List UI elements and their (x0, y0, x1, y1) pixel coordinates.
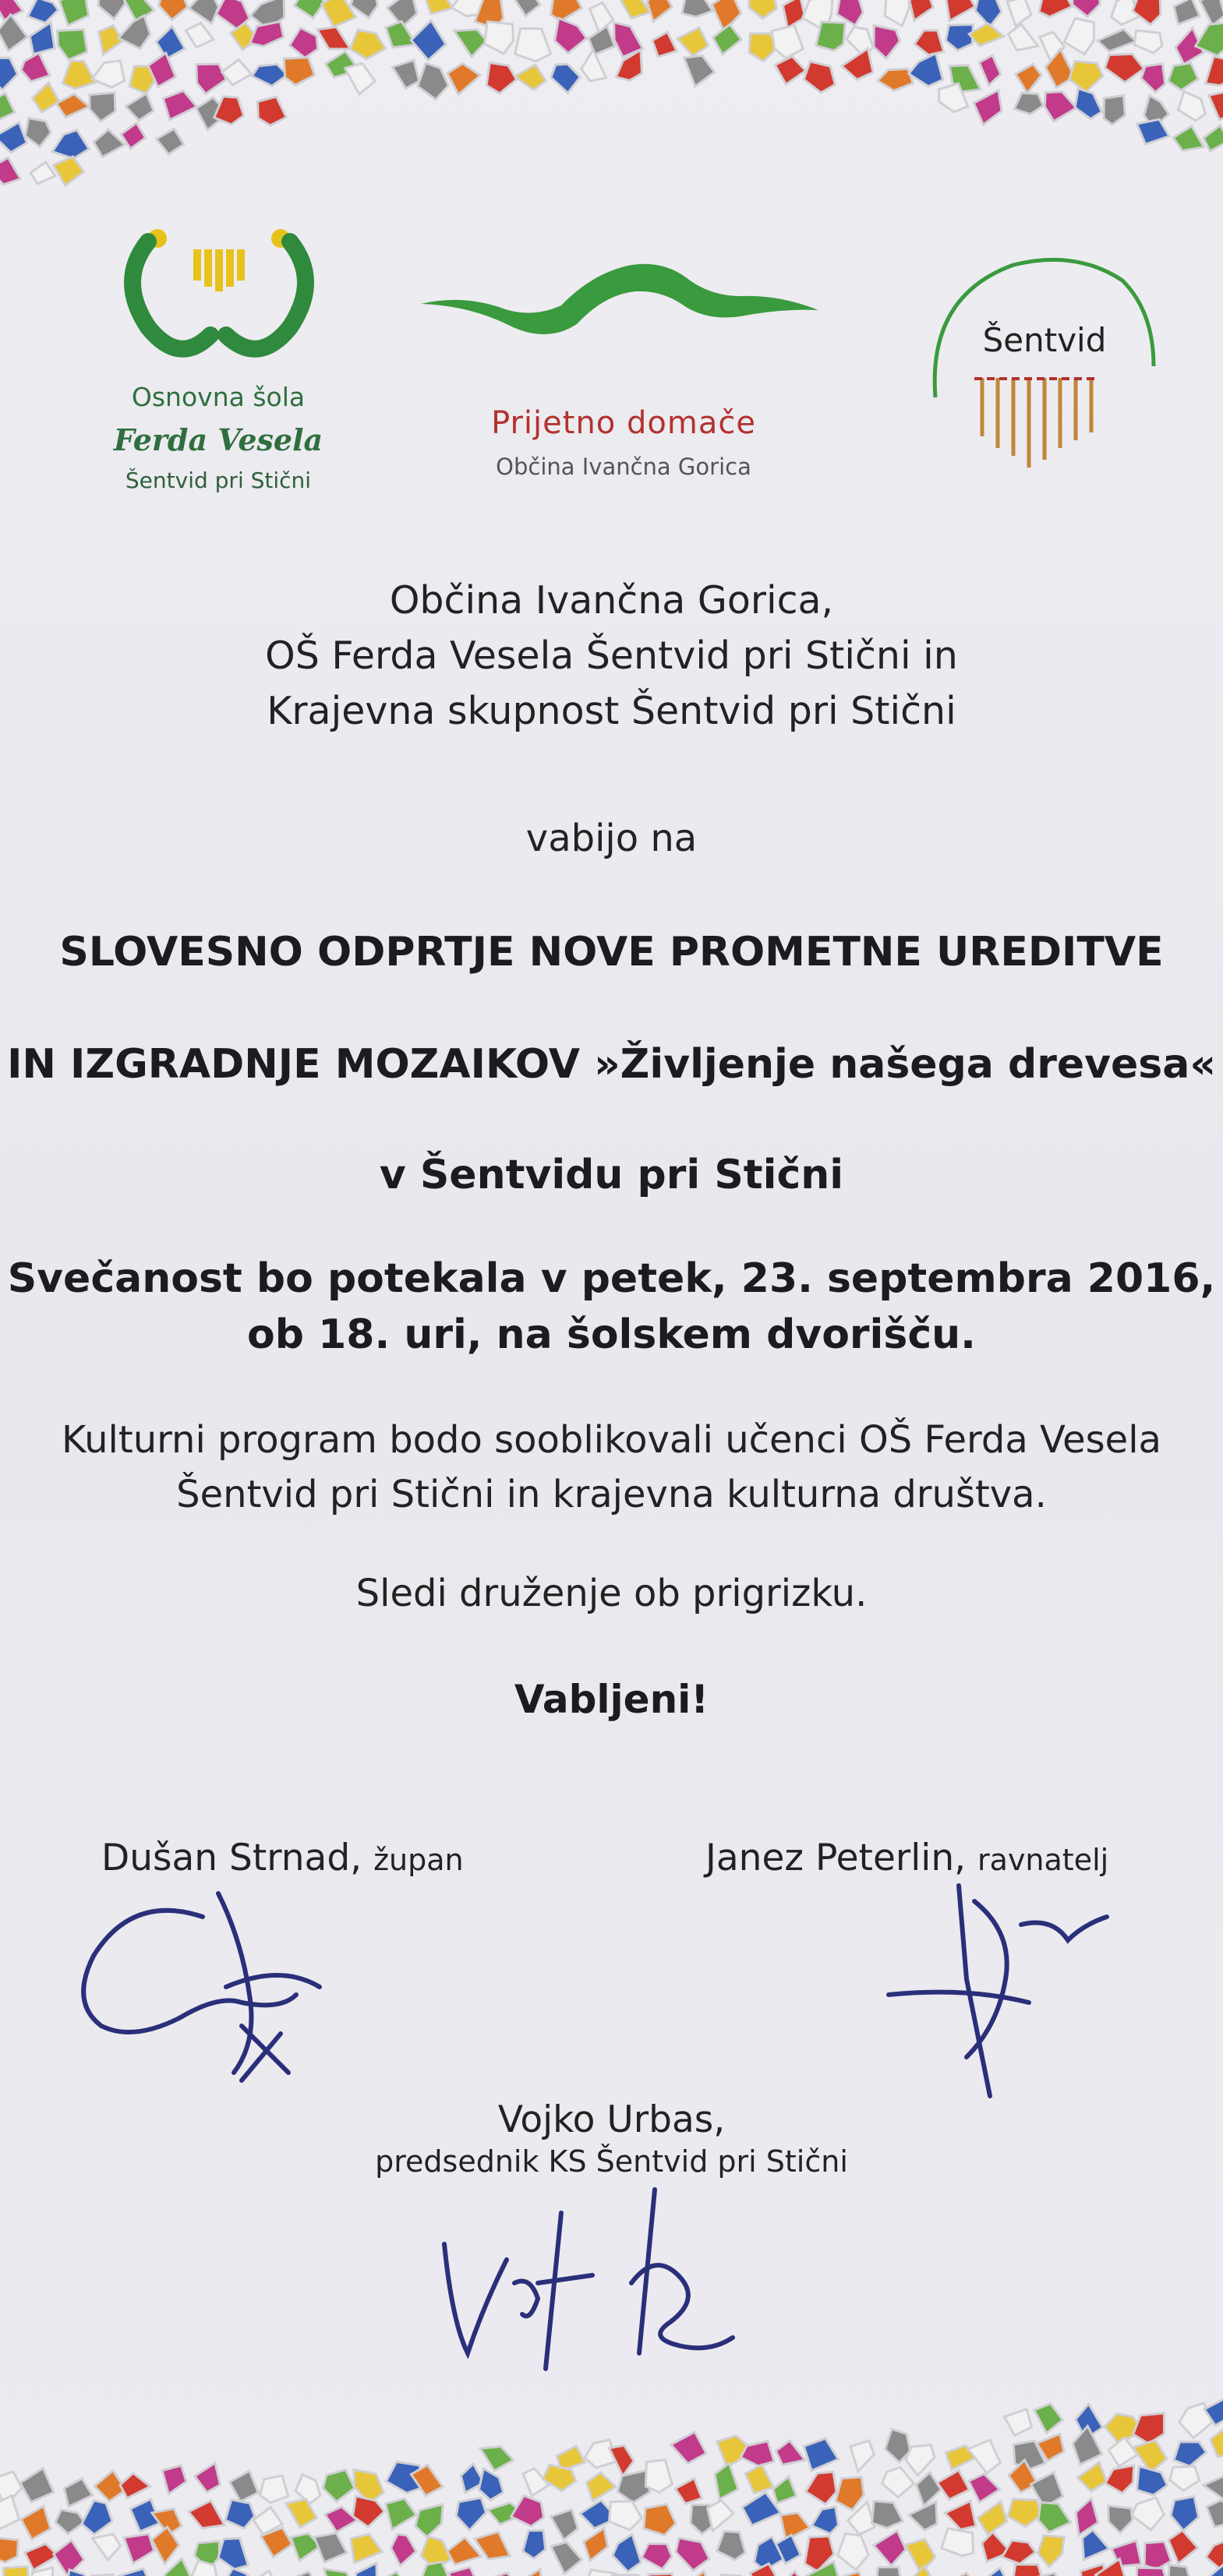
sentvid-emblem-icon (920, 234, 1169, 499)
mosaic-tile (28, 0, 58, 23)
mosaic-tile (850, 2440, 874, 2472)
mosaic-tile (551, 2510, 578, 2540)
mosaic-tile (82, 2500, 112, 2535)
mosaic-tile (555, 18, 587, 53)
welcome-text: Vabljeni! (514, 1677, 709, 1722)
mosaic-tile (480, 2447, 514, 2471)
signatory-name: Janez Peterlin, (705, 1837, 967, 1879)
mosaic-tile (806, 2472, 837, 2504)
mosaic-tile (124, 2534, 154, 2564)
mosaic-tile (910, 2566, 937, 2576)
mosaic-tile (783, 0, 804, 28)
mosaic-tile (30, 162, 55, 184)
mosaic-tile (717, 2532, 746, 2560)
mosaic-tile (1108, 2506, 1133, 2533)
mosaic-tile (152, 2527, 179, 2564)
mosaic-tile (1044, 92, 1076, 122)
mosaic-tile (974, 90, 1002, 125)
organizer-line: Krajevna skupnost Šentvid pri Stični (267, 689, 956, 733)
mosaic-tile (676, 2538, 709, 2571)
mosaic-tile (551, 64, 580, 93)
mosaic-tile (284, 58, 315, 85)
mosaic-tile (1204, 2472, 1223, 2499)
municipality-slogan: Prijetno domače (491, 405, 756, 441)
mosaic-tile (479, 2468, 503, 2500)
signature-peterlin (873, 1870, 1122, 2119)
mosaic-tile (1013, 2564, 1044, 2576)
mosaic-tile (1207, 2500, 1223, 2527)
mosaic-tile (98, 0, 125, 19)
mosaic-tile (511, 2496, 544, 2526)
mosaic-tile (909, 54, 943, 86)
mosaic-tile (485, 22, 514, 54)
mosaic-tile (1132, 2497, 1164, 2530)
mosaic-tile (1073, 0, 1101, 16)
mosaic-tile (811, 2507, 838, 2534)
sentvid-name: Šentvid (982, 321, 1107, 359)
mosaic-tile (52, 130, 89, 159)
mosaic-tile (874, 26, 900, 59)
mosaic-tile (1076, 2498, 1098, 2535)
mosaic-tile (454, 30, 487, 57)
mosaic-tile (250, 22, 284, 47)
mosaic-bottom-border (0, 2345, 1223, 2576)
mosaic-tile (816, 22, 845, 51)
mosaic-tile (977, 2501, 1007, 2535)
mosaic-tile (515, 65, 546, 90)
mosaic-tile (1083, 2530, 1109, 2560)
mosaic-tile (218, 2539, 248, 2570)
mosaic-tile (514, 2569, 543, 2576)
mosaic-tile (979, 55, 1001, 85)
hills-icon (413, 249, 834, 358)
municipality-name: Občina Ivančna Gorica (496, 453, 751, 480)
mosaic-tile (1007, 0, 1031, 26)
mosaic-tile (260, 2475, 288, 2503)
mosaic-tile (543, 2465, 576, 2491)
mosaic-tile (1133, 2413, 1165, 2444)
mosaic-tile (1009, 24, 1038, 51)
mosaic-tile (773, 2477, 797, 2504)
mosaic-tile (324, 2569, 353, 2576)
signatory-role: župan (373, 1843, 464, 1877)
mosaic-tile (486, 2573, 517, 2576)
mosaic-tile (258, 97, 287, 125)
mosaic-tile (353, 2496, 385, 2527)
school-name-line1: Osnovna šola (131, 382, 306, 412)
mosaic-tile (417, 2562, 452, 2576)
mosaic-tile (0, 157, 20, 185)
signatory-name: Vojko Urbas, (497, 2098, 726, 2141)
mosaic-tile (32, 83, 59, 112)
mosaic-tile (515, 29, 551, 62)
mosaic-tile (424, 0, 453, 14)
event-place: v Šentvidu pri Stični (379, 1152, 844, 1198)
event-time (0, 1251, 1223, 1363)
mosaic-tile (1173, 126, 1204, 151)
mosaic-tile (189, 2500, 224, 2528)
mosaic-tile (386, 21, 416, 48)
mosaic-tile (652, 32, 677, 57)
mosaic-tile (551, 0, 582, 21)
mosaic-tile (1211, 2427, 1223, 2457)
mosaic-tile (581, 50, 606, 81)
mosaic-tile (642, 2544, 672, 2570)
mosaic-tile (0, 122, 27, 153)
mosaic-tile (586, 2472, 615, 2500)
mosaic-tile (708, 2500, 733, 2531)
mosaic-tile (1105, 54, 1144, 82)
mosaic-tile (1039, 0, 1073, 17)
mosaic-tile (905, 2539, 935, 2574)
mosaic-tile (64, 2479, 92, 2507)
signature-strnad (62, 1870, 327, 2104)
mosaic-tile (156, 26, 185, 59)
mosaic-tile (62, 61, 96, 89)
school-logo (101, 218, 335, 514)
mosaic-tile (456, 2498, 486, 2531)
mosaic-tile (195, 2463, 221, 2493)
mosaic-tile (647, 0, 672, 22)
mosaic-tile (252, 64, 287, 86)
mosaic-tile (162, 2465, 186, 2494)
organizer-line: Občina Ivančna Gorica, (389, 578, 834, 623)
program-line: Kulturni program bodo sooblikovali učenci OŠ Ferda Vesela (62, 1418, 1161, 1462)
mosaic-tile (584, 2528, 608, 2560)
mosaic-tile (1098, 30, 1136, 51)
mosaic-tile (58, 30, 87, 60)
mosaic-tile (682, 0, 713, 17)
mosaic-tile (914, 30, 943, 55)
mosaic-tile (1137, 2466, 1168, 2495)
mosaic-tile (1064, 19, 1094, 55)
mosaic-tile (917, 2472, 942, 2506)
mosaic-tile (644, 2504, 676, 2535)
mosaic-tile (583, 2570, 616, 2576)
mosaic-tile (447, 63, 480, 94)
mosaic-tile (1008, 2499, 1041, 2527)
mosaic-tile (776, 2440, 805, 2465)
mosaic-tile (345, 63, 376, 94)
mosaic-tile (295, 2475, 320, 2504)
sentvid-logo (920, 234, 1169, 499)
mosaic-tile (159, 0, 188, 19)
mosaic-tile (99, 26, 123, 55)
mosaic-tile (872, 2501, 903, 2528)
mosaic-tile (221, 2568, 260, 2576)
mosaic-tile (289, 28, 317, 58)
mosaic-tile (1168, 2565, 1191, 2576)
organizers (0, 573, 1223, 739)
mosaic-tile (1002, 2540, 1036, 2564)
mosaic-tile (386, 2499, 416, 2530)
signatory-ks-role: predsednik KS Šentvid pri Stični (375, 2144, 848, 2179)
mosaic-tile (1069, 62, 1103, 93)
mosaic-tile (118, 16, 150, 49)
mosaic-tile (836, 2477, 864, 2511)
mosaic-tile (448, 2567, 476, 2576)
mosaic-tile (53, 157, 83, 185)
mosaic-tile (1204, 125, 1223, 151)
mosaic-tile (968, 2440, 1001, 2473)
mosaic-tile (21, 53, 50, 82)
school-emblem-icon (101, 218, 335, 374)
mosaic-tile (772, 26, 803, 58)
mosaic-tile (323, 2470, 355, 2502)
mosaic-tile (230, 2471, 259, 2501)
mosaic-tile (1004, 2409, 1031, 2436)
mosaic-tile (120, 2473, 150, 2498)
organizer-line: OŠ Ferda Vesela Šentvid pri Stični in (265, 633, 958, 678)
mosaic-tile (610, 2501, 642, 2530)
mosaic-tile (1108, 2437, 1137, 2466)
mosaic-tile (946, 2573, 980, 2576)
mosaic-tile (1016, 64, 1041, 93)
mosaic-tile (874, 2531, 906, 2566)
mosaic-tile (804, 2439, 838, 2471)
mosaic-tile (685, 2571, 712, 2576)
mosaic-tile (287, 2571, 322, 2576)
mosaic-top-tiles (0, 0, 1223, 185)
mosaic-tile (877, 2567, 901, 2576)
mosaic-tile (523, 2531, 546, 2559)
mosaic-tile (842, 48, 873, 79)
mosaic-tile (0, 58, 18, 90)
mosaic-tile (119, 2568, 151, 2576)
invite-text: vabijo na (525, 817, 698, 860)
mosaic-tile (65, 2570, 91, 2576)
mosaic-tile (1038, 2535, 1065, 2567)
mosaic-tile (882, 2467, 914, 2497)
mosaic-tile (749, 0, 777, 19)
mosaic-tile (1141, 64, 1165, 93)
mosaic-tile (225, 2500, 255, 2528)
mosaic-tile (1077, 2462, 1107, 2491)
mosaic-tile (0, 2538, 18, 2562)
mosaic-tile (222, 60, 252, 85)
mosaic-tile (981, 2568, 1009, 2576)
mosaic-tile (946, 25, 973, 51)
mosaic-tile (677, 27, 709, 56)
mosaic-tile (125, 94, 154, 121)
mosaic-tile (350, 30, 385, 59)
event-time-line: ob 18. uri, na šolskem dvorišču. (247, 1311, 976, 1358)
mosaic-tile (671, 2432, 706, 2464)
mosaic-tile (906, 2445, 935, 2475)
program-text (0, 1413, 1223, 1522)
mosaic-tile (157, 129, 184, 154)
mosaic-tile (684, 55, 715, 86)
mosaic-tile (25, 2544, 58, 2571)
mosaic-tile (969, 2474, 1000, 2503)
mosaic-tile (1171, 2497, 1199, 2531)
mosaic-tile (1134, 30, 1162, 53)
mosaic-tile (1200, 0, 1223, 26)
mosaic-tile (878, 69, 913, 90)
mosaic-tile (512, 0, 540, 16)
mosaic-tile (351, 2534, 382, 2563)
mosaic-tile (0, 94, 15, 122)
mosaic-tile (26, 118, 51, 147)
mosaic-tile (380, 2571, 409, 2576)
mosaic-tile (186, 23, 213, 48)
mosaic-tile (838, 2534, 869, 2571)
mosaic-tile (1178, 91, 1205, 121)
municipality-logo (413, 249, 834, 499)
mosaic-tile (0, 2496, 19, 2528)
mosaic-tile (391, 2534, 416, 2566)
mosaic-tile (1209, 90, 1223, 120)
mosaic-tile (613, 2535, 642, 2572)
mosaic-tile (1170, 2466, 1200, 2490)
mosaic-tile (325, 2507, 357, 2532)
program-line: Šentvid pri Stični in krajevna kulturna društva. (176, 1473, 1047, 1516)
mosaic-tile (1136, 2567, 1168, 2576)
mosaic-tile (486, 63, 516, 94)
mosaic-tile (93, 2534, 121, 2560)
school-name-line3: Šentvid pri Stični (125, 468, 312, 493)
mosaic-tile (589, 3, 613, 33)
mosaic-tile (55, 2510, 85, 2534)
mosaic-tile (713, 24, 742, 55)
mosaic-tile (249, 2571, 279, 2576)
mosaic-tile (910, 0, 934, 20)
mosaic-tile (1205, 56, 1223, 85)
mosaic-tile (1133, 0, 1161, 25)
mosaic-tile (355, 2564, 377, 2576)
mosaic-bottom-tiles (0, 2397, 1223, 2576)
mosaic-tile (804, 62, 835, 93)
mosaic-tile (3, 2567, 28, 2576)
mosaic-tile (1168, 63, 1199, 90)
mosaic-tile (1168, 2530, 1198, 2564)
event-title-line2: IN IZGRADNJE MOZAIKOV »Življenje našega drevesa« (7, 1041, 1216, 1088)
mosaic-tile (946, 0, 974, 21)
school-name-line2: Ferda Vesela (113, 422, 323, 457)
mosaic-tile (314, 2533, 347, 2563)
mosaic-tile (1104, 96, 1125, 125)
mosaic-tile (645, 2460, 672, 2493)
mosaic-tile (1038, 2503, 1071, 2533)
mosaic-tile (715, 2463, 738, 2499)
mosaic-tile (945, 2501, 976, 2530)
mosaic-tile (30, 23, 55, 55)
mosaic-tile (745, 2465, 773, 2493)
mosaic-tile (780, 2513, 810, 2540)
mosaic-tile (1014, 93, 1043, 114)
snack-text: Sledi druženje ob prigrizku. (355, 1572, 868, 1615)
mosaic-tile (1105, 2465, 1134, 2493)
mosaic-tile (214, 97, 244, 125)
mosaic-tile (1075, 89, 1101, 119)
mosaic-tile (621, 0, 651, 19)
mosaic-tile (1144, 2542, 1171, 2570)
mosaic-tile (969, 23, 1004, 46)
signatory-role: ravnatelj (977, 1843, 1109, 1877)
mosaic-tile (21, 2506, 51, 2539)
mosaic-tile (415, 2504, 443, 2537)
mosaic-tile (937, 2470, 969, 2500)
mosaic-tile (942, 2528, 974, 2556)
mosaic-tile (675, 2479, 702, 2504)
mosaic-tile (56, 94, 89, 118)
mosaic-tile (411, 20, 446, 60)
mosaic-tile (196, 64, 226, 94)
mosaic-tile (295, 0, 324, 18)
event-time-line: Svečanost bo potekala v petek, 23. septembra 2016, (7, 1255, 1216, 1302)
mosaic-tile (1174, 0, 1200, 24)
mosaic-tile (392, 60, 419, 88)
mosaic-tile (163, 91, 196, 120)
mosaic-tile (189, 0, 218, 23)
event-title-line1: SLOVESNO ODPRTJE NOVE PROMETNE UREDITVE (59, 929, 1164, 976)
mosaic-tile (92, 61, 125, 87)
mosaic-tile (1034, 2404, 1062, 2433)
mosaic-tile (418, 63, 448, 100)
mosaic-tile (775, 56, 805, 84)
mosaic-tile (59, 0, 89, 26)
signatory-name: Dušan Strnad, (101, 1837, 362, 1879)
mosaic-tile (286, 2499, 317, 2528)
mosaic-tile (317, 27, 351, 49)
mosaic-tile (90, 93, 115, 122)
mosaic-tile (1137, 119, 1169, 144)
mosaic-tile (20, 2468, 54, 2503)
mosaic-tile (1174, 2442, 1207, 2466)
mosaic-tile (885, 0, 909, 26)
mosaic-tile (551, 2542, 582, 2574)
